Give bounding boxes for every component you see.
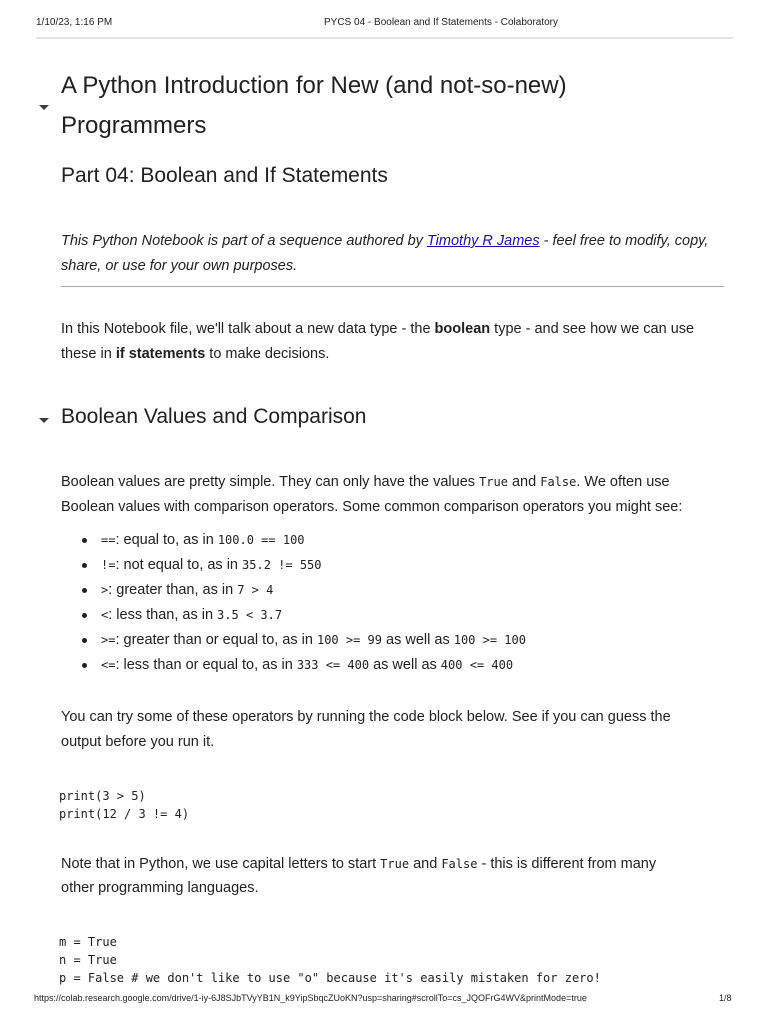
operator-list [61, 528, 526, 678]
operator-code: >= [101, 633, 116, 647]
operator-desc: : less than or equal to, as in [115, 657, 297, 673]
overview-bold-boolean: boolean [434, 321, 491, 337]
operator-code: != [101, 558, 116, 572]
list-item [101, 628, 526, 653]
code-line: print(12 / 3 != 4) [59, 807, 190, 821]
collapse-caret-icon[interactable] [39, 105, 49, 110]
note-text: - this is different from many [477, 856, 657, 872]
operator-code: > [101, 583, 109, 597]
operator-example-2: 100 >= 100 [453, 633, 526, 647]
operator-example: 7 > 4 [237, 583, 274, 597]
note-text: Note that in Python, we use capital letters to start [61, 856, 381, 872]
operator-example: 3.5 < 3.7 [217, 608, 283, 622]
operator-example: 100.0 == 100 [217, 533, 305, 547]
notebook-title-line1: A Python Introduction for New (and not-so-new) [61, 72, 567, 99]
code-true: True [380, 857, 410, 871]
notebook-subtitle: Part 04: Boolean and If Statements [61, 164, 388, 187]
overview-text: these in [61, 346, 116, 362]
operator-example-2: 400 <= 400 [440, 658, 514, 672]
operator-example: 100 >= 99 [316, 633, 382, 647]
operator-desc: : greater than, as in [108, 582, 238, 598]
overview-text: type - and see how we can use [490, 321, 695, 337]
try-para-line1: You can try some of these operators by running the code block below. See if you can guess the [61, 709, 671, 725]
note-para-line1 [61, 852, 656, 877]
operator-mid: as well as [382, 632, 454, 648]
bool-text: and [507, 474, 541, 490]
code-line: p = False # we don't like to use "o" because it's easily mistaken for zero! [59, 971, 601, 985]
overview-text: In this Notebook file, we'll talk about a new data type - the [61, 321, 435, 337]
operator-code: < [101, 608, 109, 622]
overview-text: to make decisions. [205, 346, 330, 362]
code-false: False [441, 857, 478, 871]
operator-desc: : greater than or equal to, as in [115, 632, 317, 648]
print-datetime: 1/10/23, 1:16 PM [36, 17, 113, 28]
author-link[interactable]: Timothy R James [426, 233, 540, 249]
intro-text: This Python Notebook is part of a sequence authored by [61, 233, 427, 249]
bool-text: Boolean values are pretty simple. They can only have the values [61, 474, 480, 490]
code-false: False [540, 475, 577, 489]
header-divider [36, 37, 733, 39]
operator-desc: : less than, as in [108, 607, 218, 623]
operator-code: <= [101, 658, 116, 672]
note-para-line2: other programming languages. [61, 880, 259, 896]
operator-desc: : equal to, as in [115, 532, 218, 548]
bool-text: . We often use [576, 474, 670, 490]
operator-mid: as well as [369, 657, 441, 673]
operator-example: 333 <= 400 [296, 658, 370, 672]
list-item [101, 528, 526, 553]
section-heading: Boolean Values and Comparison [61, 405, 367, 428]
print-doc-title: PYCS 04 - Boolean and If Statements - Colaboratory [324, 17, 559, 28]
print-page-number: 1/8 [719, 993, 732, 1003]
bool-para-line1 [61, 470, 670, 495]
code-cell-1[interactable] [59, 787, 189, 823]
operator-example: 35.2 != 550 [242, 558, 322, 572]
code-true: True [479, 475, 508, 489]
list-item [101, 603, 526, 628]
intro-line2: share, or use for your own purposes. [61, 258, 298, 274]
note-text: and [409, 856, 442, 872]
list-item [101, 653, 526, 678]
operator-desc: : not equal to, as in [115, 557, 243, 573]
overview-line1 [61, 317, 694, 342]
notebook-title-line2: Programmers [61, 112, 207, 139]
operator-code: == [101, 533, 116, 547]
bool-para-line2: Boolean values with comparison operators. Some common comparison operators you might see: [61, 499, 683, 515]
section-divider [61, 286, 724, 287]
code-line: n = True [59, 953, 117, 967]
print-url: https://colab.research.google.com/drive/1-iy-6J8SJbTVyYB1N_k9YipSbqcZUoKN?usp=sharing#scrollTo=cs_JQOFrG4WV&printMode=true [34, 993, 587, 1003]
code-cell-2[interactable] [59, 933, 601, 987]
section-collapse-caret-icon[interactable] [39, 418, 49, 423]
code-line: m = True [59, 935, 117, 949]
overview-line2 [61, 342, 329, 367]
list-item [101, 578, 526, 603]
code-line: print(3 > 5) [59, 789, 146, 803]
intro-line1 [61, 229, 708, 254]
list-item [101, 553, 526, 578]
intro-text-cont: - feel free to modify, copy, [539, 233, 709, 249]
try-para-line2: output before you run it. [61, 734, 215, 750]
overview-bold-if: if statements [115, 346, 206, 362]
